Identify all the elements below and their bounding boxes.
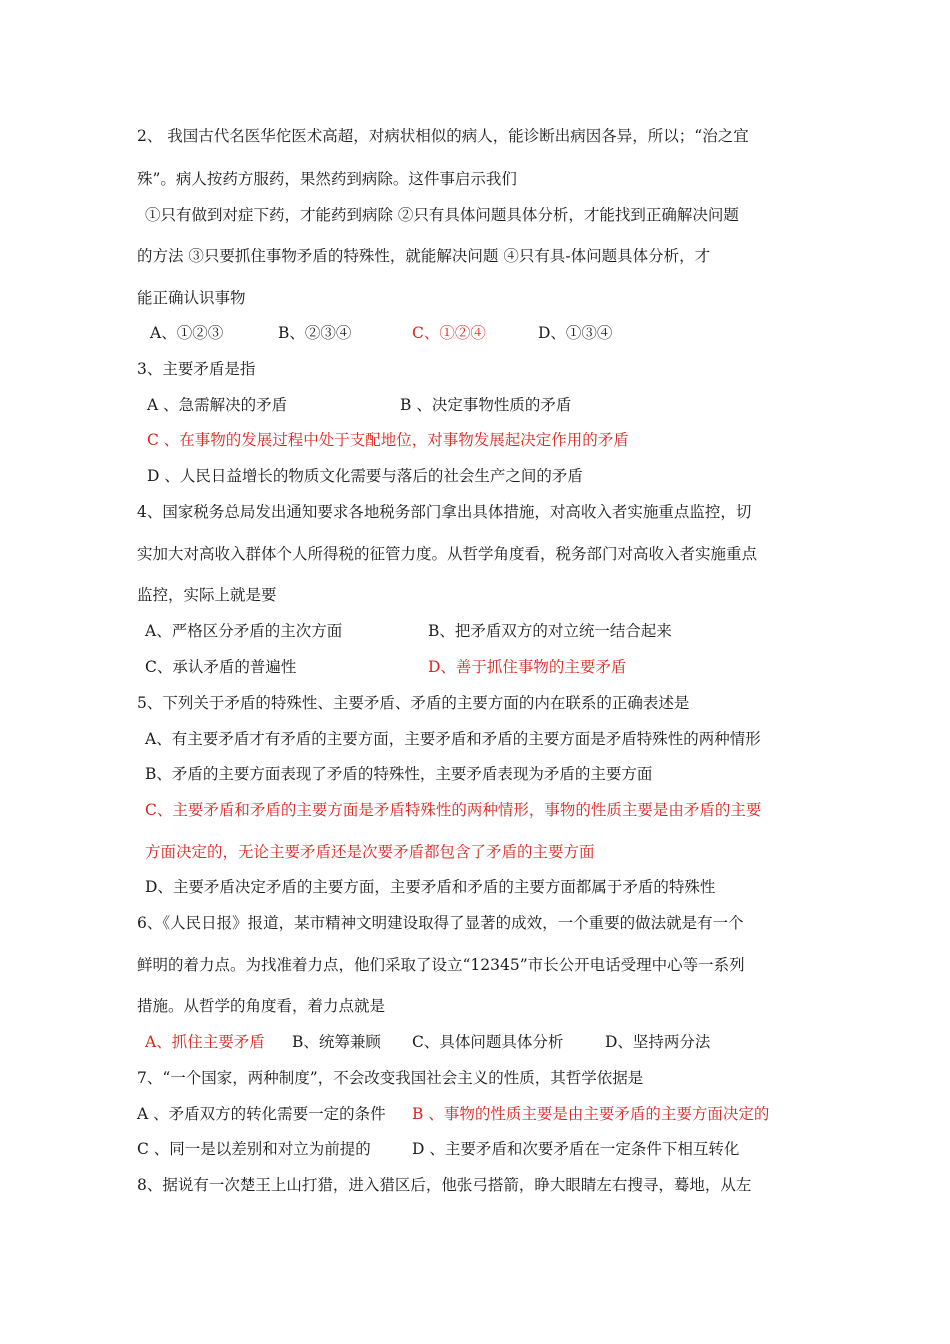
q6-option-b: B、统筹兼顾 (292, 1033, 381, 1051)
q5-option-b: B、矛盾的主要方面表现了矛盾的特殊性，主要矛盾表现为矛盾的主要方面 (145, 765, 653, 783)
q6-option-a-answer: A、抓住主要矛盾 (145, 1033, 265, 1051)
q4-stem-line2: 实加大对高收入群体个人所得税的征管力度。从哲学角度看，税务部门对高收入者实施重点 (137, 545, 758, 563)
q4-option-d-answer: D、善于抓住事物的主要矛盾 (428, 658, 627, 676)
q6-option-d: D、坚持两分法 (605, 1033, 711, 1051)
q6-stem-line1: 6、《人民日报》报道，某市精神文明建设取得了显著的成效，一个重要的做法就是有一个 (137, 914, 744, 932)
q2-statement-line3: 能正确认识事物 (137, 289, 246, 307)
q4-stem-line3: 监控，实际上就是要 (137, 586, 277, 604)
q4-stem-line1: 4、国家税务总局发出通知要求各地税务部门拿出具体措施，对高收入者实施重点监控，切 (137, 503, 752, 521)
q2-option-c-answer: C、①②④ (412, 324, 486, 342)
q3-option-d: D 、人民日益增长的物质文化需要与落后的社会生产之间的矛盾 (147, 467, 583, 485)
q2-option-b: B、②③④ (278, 324, 352, 342)
q4-option-c: C、承认矛盾的普遍性 (145, 658, 297, 676)
q3-option-c-answer: C 、在事物的发展过程中处于支配地位，对事物发展起决定作用的矛盾 (147, 431, 629, 449)
q3-option-a: A 、急需解决的矛盾 (147, 396, 288, 414)
q2-stem-line1: 2、 我国古代名医华佗医术高超，对病状相似的病人，能诊断出病因各异，所以；“治之宜 (137, 127, 749, 145)
q7-option-a: A 、矛盾双方的转化需要一定的条件 (137, 1105, 386, 1123)
q5-option-c-answer-line2: 方面决定的，无论主要矛盾还是次要矛盾都包含了矛盾的主要方面 (145, 843, 595, 861)
q3-stem: 3、主要矛盾是指 (137, 360, 256, 378)
q3-option-b: B 、决定事物性质的矛盾 (400, 396, 572, 414)
q2-option-d: D、①③④ (538, 324, 613, 342)
q4-option-a: A、严格区分矛盾的主次方面 (145, 622, 343, 640)
q7-option-d: D 、主要矛盾和次要矛盾在一定条件下相互转化 (412, 1140, 740, 1158)
q6-option-c: C、具体问题具体分析 (412, 1033, 564, 1051)
q2-stem-line2: 殊”。病人按药方服药，果然药到病除。这件事启示我们 (137, 170, 517, 188)
q7-stem: 7、“一个国家，两种制度”，不会改变我国社会主义的性质，其哲学依据是 (137, 1069, 644, 1087)
q5-option-a: A、有主要矛盾才有矛盾的主要方面，主要矛盾和矛盾的主要方面是矛盾特殊性的两种情形 (145, 730, 761, 748)
q2-statement-line1: ①只有做到对症下药，才能药到病除 ②只有具体问题具体分析，才能找到正确解决问题 (145, 206, 739, 224)
q5-stem: 5、下列关于矛盾的特殊性、主要矛盾、矛盾的主要方面的内在联系的正确表述是 (137, 694, 690, 712)
q2-option-a: A、①②③ (150, 324, 224, 342)
q6-stem-line3: 措施。从哲学的角度看，着力点就是 (137, 997, 386, 1015)
q2-statement-line2: 的方法 ③只要抓住事物矛盾的特殊性，就能解决问题 ④只有具-体问题具体分析，才 (137, 247, 711, 265)
q5-option-d: D、主要矛盾决定矛盾的主要方面，主要矛盾和矛盾的主要方面都属于矛盾的特殊性 (145, 878, 716, 896)
q6-stem-line2: 鲜明的着力点。为找准着力点，他们采取了设立“12345”市长公开电话受理中心等一系列 (137, 956, 745, 974)
q7-option-b-answer: B 、事物的性质主要是由主要矛盾的主要方面决定的 (412, 1105, 770, 1123)
q4-option-b: B、把矛盾双方的对立统一结合起来 (428, 622, 672, 640)
q8-stem-line1: 8、据说有一次楚王上山打猎，进入猎区后，他张弓搭箭，睁大眼睛左右搜寻，蓦地，从左 (137, 1176, 752, 1194)
q7-option-c: C 、同一是以差别和对立为前提的 (137, 1140, 371, 1158)
q5-option-c-answer-line1: C、主要矛盾和矛盾的主要方面是矛盾特殊性的两种情形，事物的性质主要是由矛盾的主要 (145, 801, 762, 819)
